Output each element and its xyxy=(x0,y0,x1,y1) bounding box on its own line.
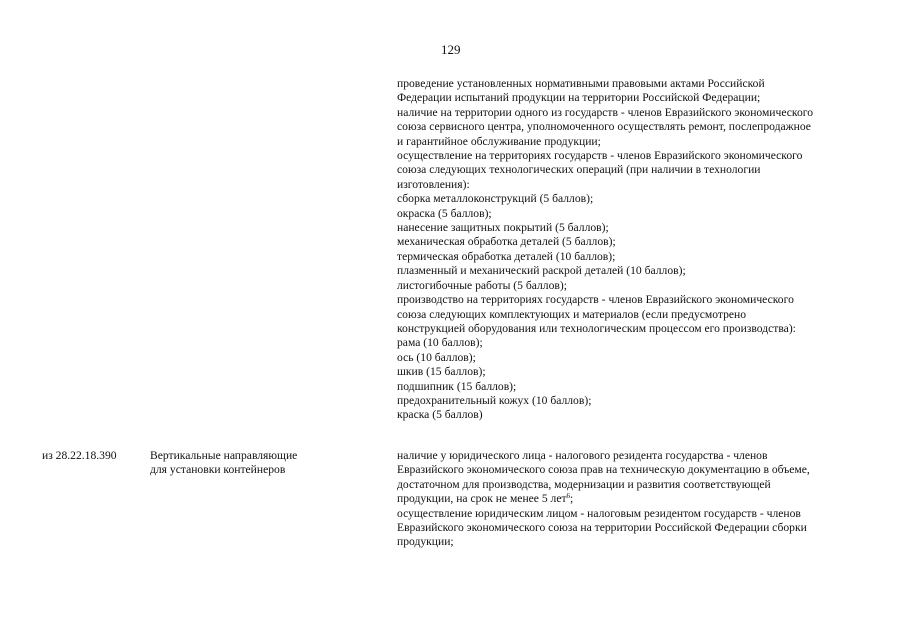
requirement-line: проведение установленных нормативными правовыми актами Российской xyxy=(397,77,765,90)
requirement-line: предохранительный кожух (10 баллов); xyxy=(397,393,592,407)
footnote-suffix: ; xyxy=(570,492,574,506)
requirement-line: механическая обработка деталей (5 баллов); xyxy=(397,235,616,249)
requirement-line: окраска (5 баллов); xyxy=(397,206,492,220)
requirement-line: рама (10 баллов); xyxy=(397,336,483,350)
requirement-line: и гарантийное обслуживание продукции; xyxy=(397,134,601,148)
requirement-line: Федерации испытаний продукции на территории Российской Федерации; xyxy=(397,91,761,105)
requirements-block-2 xyxy=(397,449,877,550)
requirement-line: сборка металлоконструкций (5 баллов); xyxy=(397,192,594,206)
footnote-mark: 6 xyxy=(566,492,571,501)
requirement-line-text: продукции, на срок не менее 5 лет xyxy=(397,492,567,506)
requirement-line: наличие у юридического лица - налогового резидента государства - членов xyxy=(397,449,768,462)
product-name-line: для установки контейнеров xyxy=(150,463,286,477)
requirement-line: Евразийского экономического союза на территории Российской Федерации сборки xyxy=(397,521,807,535)
requirement-line: наличие на территории одного из государств - членов Евразийского экономического xyxy=(397,105,814,119)
requirement-line: достаточном для производства, модернизации и развития соответствующей xyxy=(397,477,771,491)
requirement-line: осуществление юридическим лицом - налоговым резидентом государств - членов xyxy=(397,506,801,520)
requirement-line-with-footnote xyxy=(397,492,877,506)
requirement-line: краска (5 баллов) xyxy=(397,408,483,422)
requirement-line: осуществление на территориях государств - членов Евразийского экономического xyxy=(397,149,803,163)
requirement-line: термическая обработка деталей (10 баллов); xyxy=(397,249,616,263)
requirement-line: подшипник (15 баллов); xyxy=(397,379,517,393)
requirement-line: плазменный и механический раскрой деталей (10 баллов); xyxy=(397,264,686,278)
product-name-line: Вертикальные направляющие xyxy=(150,449,298,462)
requirement-line: производство на территориях государств - членов Евразийского экономического xyxy=(397,293,794,307)
page-number: 129 xyxy=(441,42,461,57)
requirement-line: нанесение защитных покрытий (5 баллов); xyxy=(397,221,609,235)
requirement-line: конструкцией оборудования или технологическим процессом его производства): xyxy=(397,321,796,335)
requirement-line: союза сервисного центра, уполномоченного осуществлять ремонт, послепродажное xyxy=(397,120,811,134)
requirement-line: ось (10 баллов); xyxy=(397,350,476,364)
requirement-line: шкив (15 баллов); xyxy=(397,365,486,379)
requirements-block-1 xyxy=(397,77,877,423)
requirement-line: союза следующих технологических операций (при наличии в технологии xyxy=(397,163,761,177)
product-code: из 28.22.18.390 xyxy=(42,449,117,462)
product-name xyxy=(150,449,350,478)
requirement-line: продукции; xyxy=(397,535,454,549)
requirement-line: Евразийского экономического союза прав на техническую документацию в объеме, xyxy=(397,463,810,477)
requirement-line: изготовления): xyxy=(397,177,470,191)
requirement-line: листогибочные работы (5 баллов); xyxy=(397,278,567,292)
requirement-line: союза следующих комплектующих и материалов (если предусмотрено xyxy=(397,307,747,321)
